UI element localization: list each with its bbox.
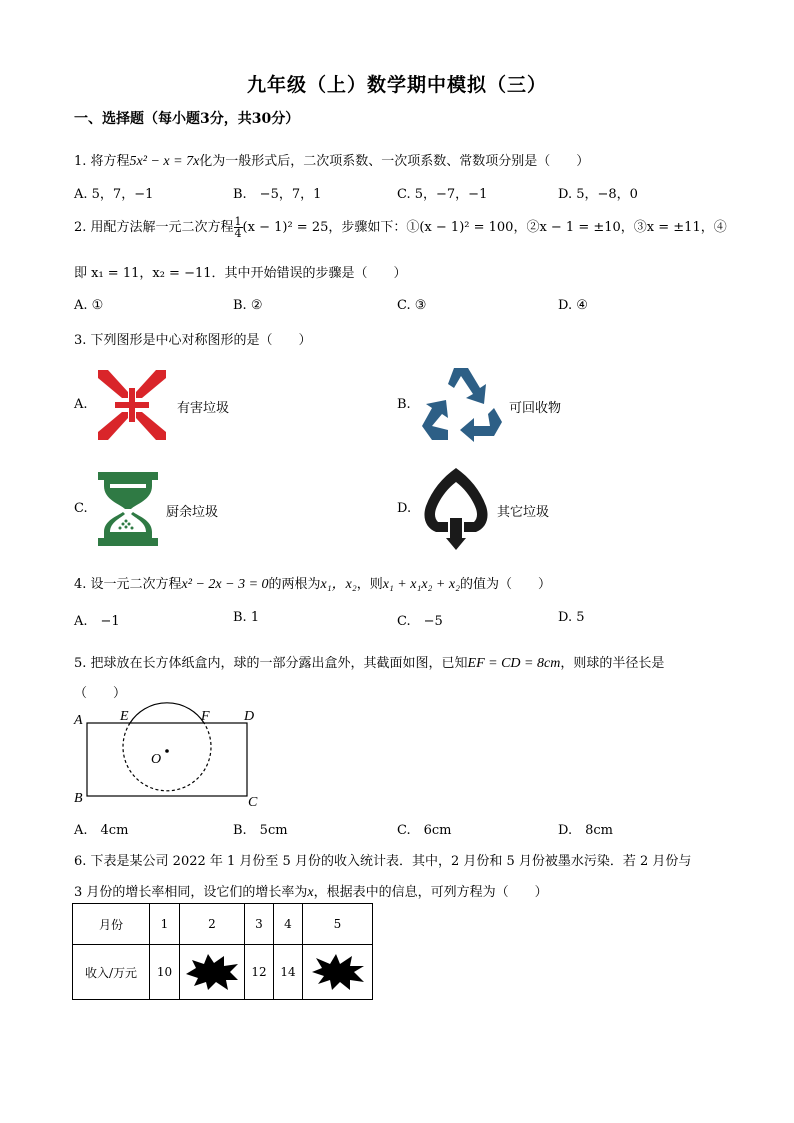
q1-post: 化为一般形式后，二次项系数、一次项系数、常数项分别是（ ）: [199, 154, 590, 169]
box-ball-diagram: [70, 700, 270, 812]
q5-option-c[interactable]: C. 6cm: [397, 823, 452, 838]
table-cell: 收入/万元: [73, 945, 150, 1000]
q5-option-b[interactable]: B. 5cm: [233, 823, 288, 838]
question-6-line2: [74, 881, 548, 901]
q1-option-c[interactable]: C. 5，−7，−1: [397, 187, 488, 202]
question-5-stem: [74, 652, 664, 672]
table-row: [73, 904, 373, 945]
q4-expr2: x₁ + x₁x₂ + x₂: [382, 577, 460, 592]
ink-stain-cell: [303, 945, 373, 1000]
q3-option-d-letter[interactable]: D.: [397, 501, 412, 516]
ink-blot-icon: [184, 952, 240, 992]
q5-option-a[interactable]: A. 4cm: [74, 823, 129, 838]
table-cell: 4: [274, 904, 303, 945]
question-2-stem: [74, 216, 727, 239]
label-c: C: [248, 795, 258, 810]
q2-pre: 2. 用配方法解一元二次方程: [74, 220, 234, 235]
q3-option-a-caption: 有害垃圾: [177, 401, 230, 416]
q1-option-b[interactable]: B. −5，7，1: [233, 187, 322, 202]
page-title: 九年级（上）数学期中模拟（三）: [246, 74, 547, 96]
label-a: A: [74, 713, 83, 728]
q1-expr: 5x² − x = 7x: [129, 154, 200, 169]
recyclable-icon[interactable]: [418, 364, 504, 444]
q2-line1-rest: (x − 1)² = 25，步骤如下：①(x − 1)² = 100，②x − 1 = ±10，③x = ±11，④: [242, 220, 727, 235]
q4-option-c[interactable]: C. −5: [397, 614, 443, 629]
table-cell: 12: [245, 945, 274, 1000]
label-d: D: [244, 709, 255, 724]
table-cell: 月份: [73, 904, 150, 945]
q6-line2-post: ，根据表中的信息，可列方程为（ ）: [313, 885, 548, 900]
table-cell: 10: [150, 945, 180, 1000]
q2-frac-num: 1: [234, 215, 242, 228]
q4-pre: 4. 设一元二次方程: [74, 577, 182, 592]
center-point: [165, 749, 169, 753]
label-b: B: [74, 791, 83, 806]
other-waste-icon[interactable]: [420, 466, 492, 552]
q4-expr: x² − 2x − 3 = 0: [181, 577, 269, 592]
q3-option-b-letter[interactable]: B.: [397, 397, 411, 412]
q2-frac-den: 4: [234, 227, 242, 240]
ball-lower-arc: [123, 723, 211, 791]
section-heading: 一、选择题（每小题3分，共30分）: [74, 111, 300, 127]
q4-post: 的值为（ ）: [459, 577, 551, 592]
hazardous-waste-icon[interactable]: [96, 368, 168, 442]
q5-line2: （ ）: [74, 686, 127, 701]
kitchen-waste-icon[interactable]: [96, 470, 160, 548]
q1-option-d[interactable]: D. 5，−8，0: [558, 187, 638, 202]
q3-option-c-letter[interactable]: C.: [74, 501, 88, 516]
q3-option-b-caption: 可回收物: [509, 401, 562, 416]
q3-option-d-caption: 其它垃圾: [497, 505, 550, 520]
table-cell: 5: [303, 904, 373, 945]
q2-option-b[interactable]: B. ②: [233, 298, 263, 313]
label-f: F: [201, 709, 210, 724]
q1-pre: 1. 将方程: [74, 154, 130, 169]
income-table: [72, 903, 373, 1000]
q6-line2-pre: 3 月份的增长率相同，设它们的增长率为: [74, 885, 308, 900]
q5-expr: EF = CD = 8cm: [467, 656, 561, 671]
label-e: E: [120, 709, 129, 724]
question-1-stem: [74, 150, 589, 170]
q5-line1-pre: 5. 把球放在长方体纸盒内，球的一部分露出盒外，其截面如图，已知: [74, 656, 468, 671]
q5-line1-post: ，则球的半径长是: [560, 656, 665, 671]
box-rectangle: [87, 723, 247, 796]
q3-option-a-letter[interactable]: A.: [74, 397, 88, 412]
ball-upper-arc: [130, 703, 204, 723]
q3-option-c-caption: 厨余垃圾: [166, 505, 219, 520]
table-cell: 1: [150, 904, 180, 945]
q4-roots: x₁，x₂: [320, 577, 357, 592]
label-o: O: [151, 752, 162, 767]
q6-var: x: [307, 885, 314, 900]
q2-option-a[interactable]: A. ①: [74, 298, 104, 313]
table-row: [73, 945, 373, 1000]
q4-mid: 的两根为: [268, 577, 321, 592]
q4-option-b[interactable]: B. 1: [233, 610, 260, 625]
q2-option-c[interactable]: C. ③: [397, 298, 427, 313]
question-6-line1: 6. 下表是某公司 2022 年 1 月份至 5 月份的收入统计表．其中，2 月份和 5 月份被墨水污染．若 2 月份与: [74, 854, 692, 869]
q2-line2: 即 x₁ = 11，x₂ = −11．其中开始错误的步骤是（ ）: [74, 266, 407, 281]
table-cell: 3: [245, 904, 274, 945]
ink-stain-cell: [180, 945, 245, 1000]
q4-post-pre: ，则: [356, 577, 383, 592]
question-3-stem: 3. 下列图形是中心对称图形的是（ ）: [74, 333, 312, 348]
q2-option-d[interactable]: D. ④: [558, 298, 588, 313]
ink-blot-icon: [310, 952, 366, 992]
q5-option-d[interactable]: D. 8cm: [558, 823, 613, 838]
question-4-stem: [74, 573, 551, 593]
q4-option-d[interactable]: D. 5: [558, 610, 585, 625]
q1-option-a[interactable]: A. 5，7，−1: [74, 187, 154, 202]
q4-option-a[interactable]: A. −1: [74, 614, 120, 629]
q2-fraction: [234, 216, 243, 239]
table-cell: 2: [180, 904, 245, 945]
table-cell: 14: [274, 945, 303, 1000]
